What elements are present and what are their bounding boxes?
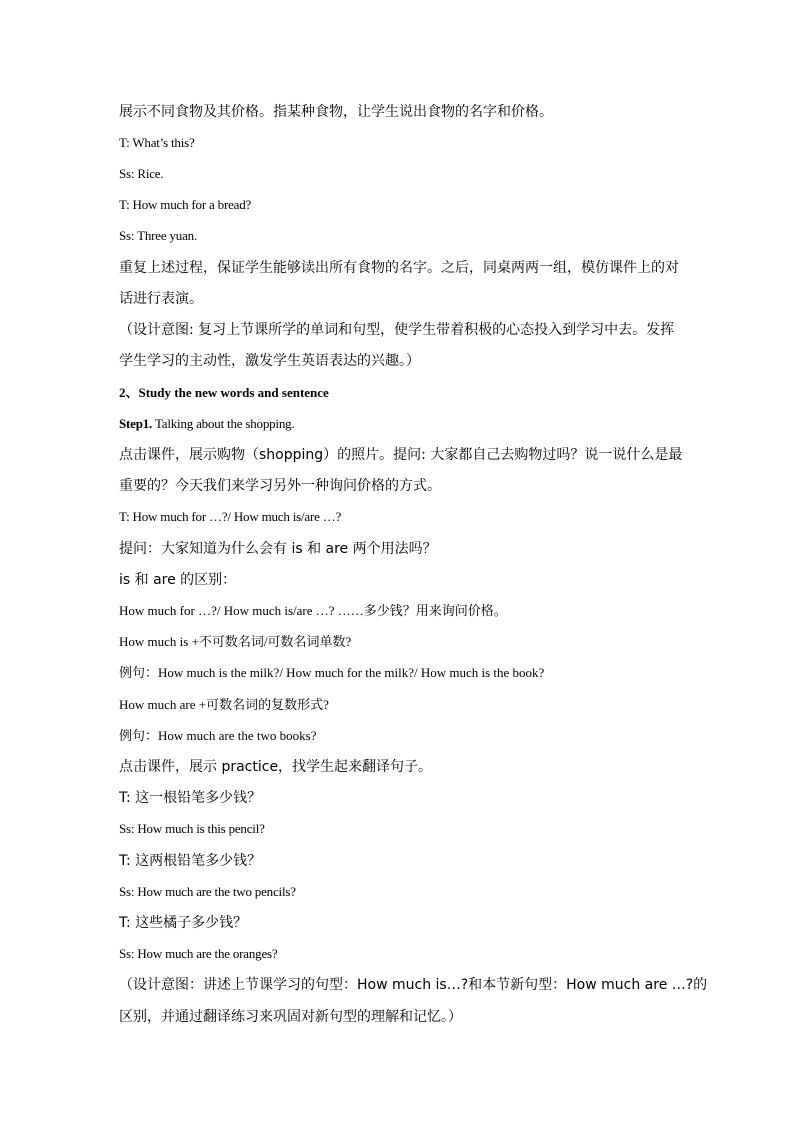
paragraph-line: 重要的？今天我们来学习另外一种询问价格的方式。 xyxy=(119,478,441,494)
dialogue-line: T: 这一根铅笔多少钱？ xyxy=(119,790,262,806)
dialogue-line: Ss: Rice. xyxy=(119,166,164,181)
dialogue-line: Ss: Three yuan. xyxy=(119,228,197,243)
grammar-line: How much are +可数名词的复数形式? xyxy=(119,697,329,712)
dialogue-line: Ss: How much are the two pencils? xyxy=(119,884,296,899)
section-heading: 2、Study the new words and sentence xyxy=(119,385,329,400)
paragraph-line: 展示不同食物及其价格。指某种食物，让学生说出食物的名字和价格。 xyxy=(119,104,553,120)
design-intent-line: （设计意图: 复习上节课所学的单词和句型，使学生带着积极的心态投入到学习中去。发挥 xyxy=(119,322,675,338)
paragraph-line: is 和 are 的区别： xyxy=(119,572,237,588)
dialogue-line: T: How much for …?/ How much is/are …? xyxy=(119,509,342,524)
paragraph-line: 点击课件，展示购物（shopping）的照片。提问: 大家都自己去购物过吗？说一说什么是最 xyxy=(119,447,683,463)
paragraph-line: 重复上述过程，保证学生能够读出所有食物的名字。之后，同桌两两一组，模仿课件上的对 xyxy=(119,260,679,276)
design-intent-line: 学生学习的主动性，激发学生英语表达的兴趣。） xyxy=(119,353,420,369)
step-text: Talking about the shopping. xyxy=(154,416,295,431)
step-line xyxy=(119,413,679,435)
paragraph-line: 提问：大家知道为什么会有 is 和 are 两个用法吗？ xyxy=(119,541,437,557)
design-intent-line: （设计意图：讲述上节课学习的句型：How much is…?和本节新句型：How much are …?的 xyxy=(119,977,708,993)
paragraph-line: 话进行表演。 xyxy=(119,291,203,307)
paragraph-line: 点击课件，展示 practice，找学生起来翻译句子。 xyxy=(119,759,433,775)
dialogue-line: Ss: How much is this pencil? xyxy=(119,821,265,836)
example-line: 例句：How much are the two books? xyxy=(119,728,317,743)
grammar-line: How much is +不可数名词/可数名词单数? xyxy=(119,634,352,649)
dialogue-line: Ss: How much are the oranges? xyxy=(119,946,278,961)
dialogue-line: T: 这两根铅笔多少钱？ xyxy=(119,853,262,869)
example-line: 例句：How much is the milk?/ How much for the milk?/ How much is the book? xyxy=(119,665,545,680)
dialogue-line: T: How much for a bread? xyxy=(119,197,252,212)
step-label: Step1. xyxy=(119,416,153,431)
dialogue-line: T: What’s this? xyxy=(119,135,195,150)
grammar-line: How much for …?/ How much is/are …? ……多少钱？用来询问价格。 xyxy=(119,603,507,618)
dialogue-line: T: 这些橘子多少钱？ xyxy=(119,915,248,931)
design-intent-line: 区别，并通过翻译练习来巩固对新句型的理解和记忆。） xyxy=(119,1009,462,1025)
